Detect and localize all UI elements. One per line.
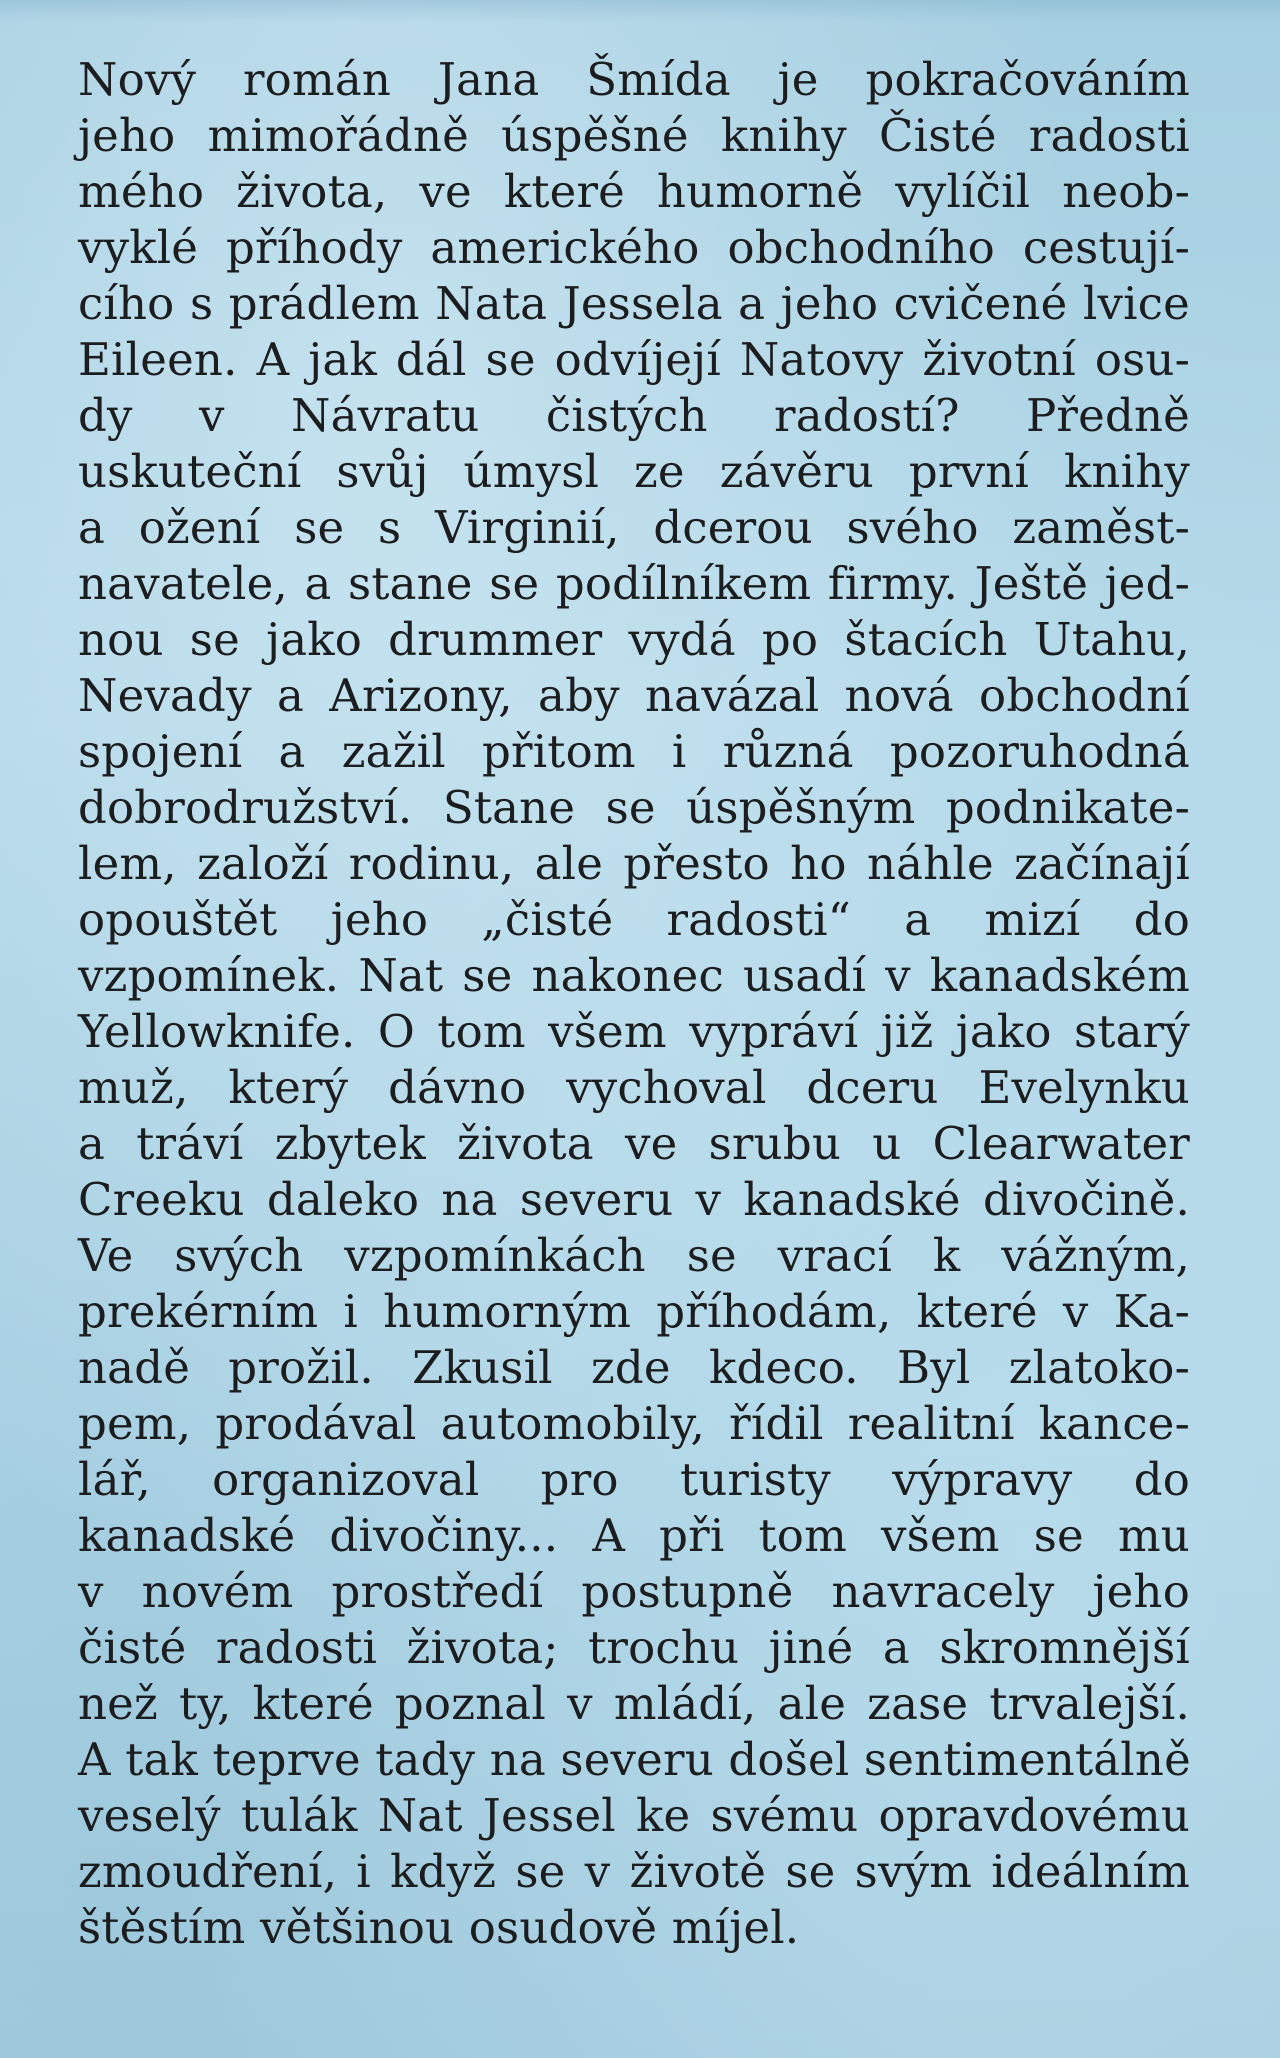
blurb-line: Yellowknife. O tom všem vypráví již jako starý (78, 1005, 1190, 1058)
blurb-line: dy v Návratu čistých radostí? Předně (78, 389, 1190, 442)
blurb-line: uskuteční svůj úmysl ze závěru první knihy (78, 445, 1190, 498)
blurb-line: mého života, ve které humorně vylíčil neob- (78, 165, 1190, 218)
cover-top-edge (0, 0, 1280, 22)
blurb-text (78, 52, 1190, 1956)
blurb-line: a tráví zbytek života ve srubu u Clearwater (78, 1117, 1190, 1170)
blurb-line: čisté radosti života; trochu jiné a skromnější (78, 1621, 1190, 1674)
blurb-line: vzpomínek. Nat se nakonec usadí v kanadském (78, 949, 1190, 1002)
blurb-line: dobrodružství. Stane se úspěšným podnikate- (78, 781, 1190, 834)
blurb-line: Nevady a Arizony, aby navázal nová obchodní (78, 669, 1190, 722)
blurb-line: lář, organizoval pro turisty výpravy do (78, 1453, 1190, 1506)
blurb-line: zmoudření, i když se v životě se svým ideálním (78, 1845, 1190, 1898)
blurb-line: A tak teprve tady na severu došel sentimentálně (78, 1733, 1191, 1786)
blurb-line: kanadské divočiny... A při tom všem se mu (78, 1509, 1190, 1562)
blurb-line: Ve svých vzpomínkách se vrací k vážným, (78, 1229, 1190, 1282)
blurb-line: vyklé příhody amerického obchodního cestují- (78, 221, 1190, 274)
blurb-line: prekérním i humorným příhodám, které v Ka- (78, 1285, 1190, 1338)
blurb-line-last: štěstím většinou osudově míjel. (78, 1901, 800, 1954)
blurb-line: než ty, které poznal v mládí, ale zase trvalejší. (78, 1677, 1190, 1730)
blurb-line: Creeku daleko na severu v kanadské divočině. (78, 1173, 1190, 1226)
blurb-line: navatele, a stane se podílníkem firmy. Ještě jed- (78, 557, 1190, 610)
blurb-line: v novém prostředí postupně navracely jeho (78, 1565, 1190, 1618)
blurb-line: nou se jako drummer vydá po štacích Utahu, (78, 613, 1190, 666)
blurb-line: nadě prožil. Zkusil zde kdeco. Byl zlatoko- (78, 1341, 1190, 1394)
blurb-line: cího s prádlem Nata Jessela a jeho cvičené lvice (78, 277, 1190, 330)
blurb-line: Eileen. A jak dál se odvíjejí Natovy životní osu- (78, 333, 1190, 386)
blurb-line: spojení a zažil přitom i různá pozoruhodná (78, 725, 1190, 778)
blurb-line: muž, který dávno vychoval dceru Evelynku (78, 1061, 1190, 1114)
blurb-line: a ožení se s Virginií, dcerou svého zaměst- (78, 501, 1190, 554)
blurb-line: jeho mimořádně úspěšné knihy Čisté radosti (78, 109, 1190, 162)
blurb-line: pem, prodával automobily, řídil realitní kance- (78, 1397, 1190, 1450)
blurb-line: Nový román Jana Šmída je pokračováním (78, 53, 1190, 106)
blurb-line: opouštět jeho „čisté radosti“ a mizí do (78, 893, 1190, 946)
blurb-line: veselý tulák Nat Jessel ke svému opravdovému (78, 1789, 1190, 1842)
blurb-line: lem, založí rodinu, ale přesto ho náhle začínají (78, 837, 1190, 890)
